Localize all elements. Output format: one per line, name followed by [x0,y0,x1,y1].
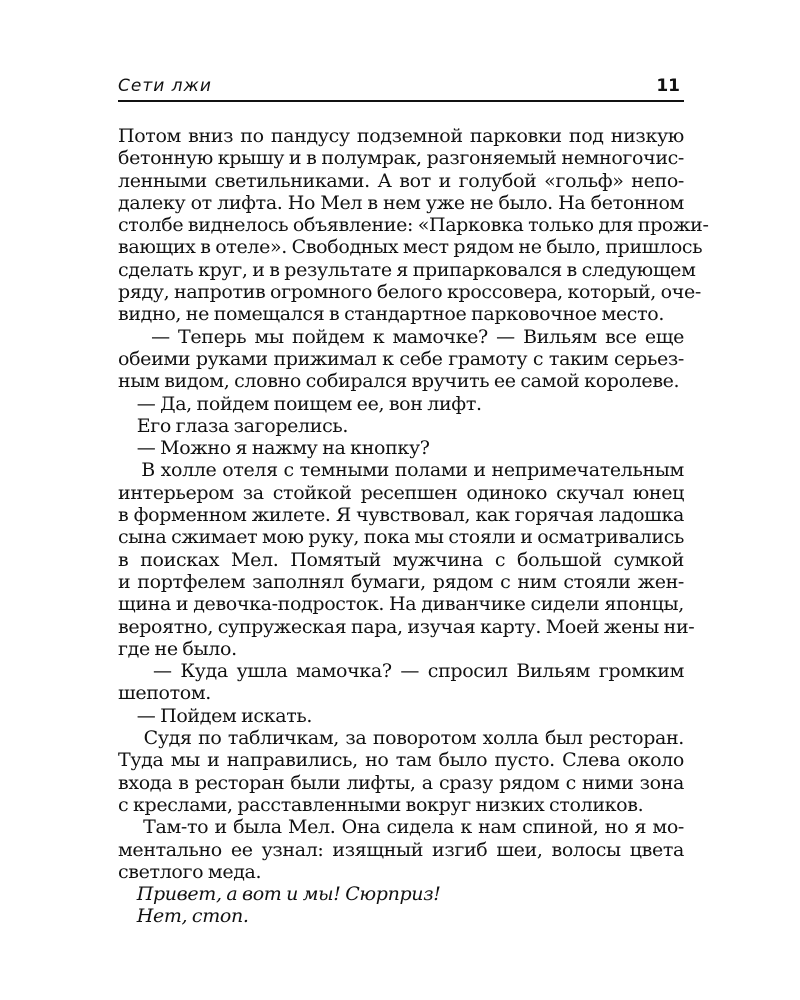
page-number: 11 [656,76,680,96]
text-line: Судя по табличкам, за поворотом холла был ресторан. [118,727,684,750]
text-line: светлого меда. [118,860,262,883]
text-line: — Пойдем искать. [118,704,313,727]
text-line: входа в ресторан были лифты, а сразу рядом с ними зона [118,771,684,794]
text-line: видно, не помещался в стандартное парковочное место. [118,303,665,326]
text-line: — Теперь мы пойдем к мамочке? — Вильям все еще [118,325,684,348]
text-line: — Можно я нажму на кнопку? [118,437,430,460]
text-line: — Да, пойдем поищем ее, вон лифт. [118,392,482,415]
running-header [118,68,684,102]
text-line: в поисках Мел. Помятый мужчина с большой сумкой [118,548,684,571]
text-line: щина и девочка-подросток. На диванчике сидели японцы, [118,593,684,616]
text-line: ленными светильниками. А вот и голубой «гольф» непо- [118,169,684,192]
text-line: с креслами, расставленными вокруг низких столиков. [118,793,644,816]
text-line: В холле отеля с темными полами и непримечательным [118,459,684,482]
text-line: Туда мы и направились, но там было пусто. Слева около [118,749,684,772]
text-line: — Куда ушла мамочка? — спросил Вильям громким [118,660,684,683]
text-line: где не было. [118,637,237,660]
text-line: Потом вниз по пандусу подземной парковки под низкую [118,125,684,147]
text-line: Привет, а вот и мы! Сюрприз! [118,883,441,906]
text-line: в форменном жилете. Я чувствовал, как горячая ладошка [118,504,684,527]
text-line: интерьером за стойкой ресепшен одиноко скучал юнец [118,481,684,504]
text-line: шепотом. [118,682,211,705]
text-line: ментально ее узнал: изящный изгиб шеи, волосы цвета [118,838,684,861]
text-line: столбе виднелось объявление: «Парковка только для прожи- [118,214,709,237]
text-line: Его глаза загорелись. [118,414,349,437]
text-line: ряду, напротив огромного белого кроссовера, который, оче- [118,281,701,304]
text-line: Нет, стоп. [118,905,249,928]
text-line: вероятно, супружеская пара, изучая карту. Моей жены ни- [118,615,695,638]
text-line: ным видом, словно собирался вручить ее самой королеве. [118,370,680,393]
running-title: Сети лжи [118,76,212,96]
text-line: Там-то и была Мел. Она сидела к нам спиной, но я мо- [118,816,684,839]
body-text [118,125,709,928]
text-line: сына сжимает мою руку, пока мы стояли и осматривались [118,526,684,549]
text-line: бетонную крышу и в полумрак, разгоняемый немногочис- [118,147,684,170]
text-line: и портфелем заполнял бумаги, рядом с ним стояли жен- [118,570,684,593]
text-line: обеими руками прижимал к себе грамоту с таким серьез- [118,347,684,370]
text-line: далеку от лифта. Но Мел в нем уже не было. На бетонном [118,191,684,214]
text-line: сделать круг, и в результате я припарковался в следующем [118,258,696,281]
text-line: вающих в отеле». Свободных мест рядом не было, пришлось [118,236,703,259]
